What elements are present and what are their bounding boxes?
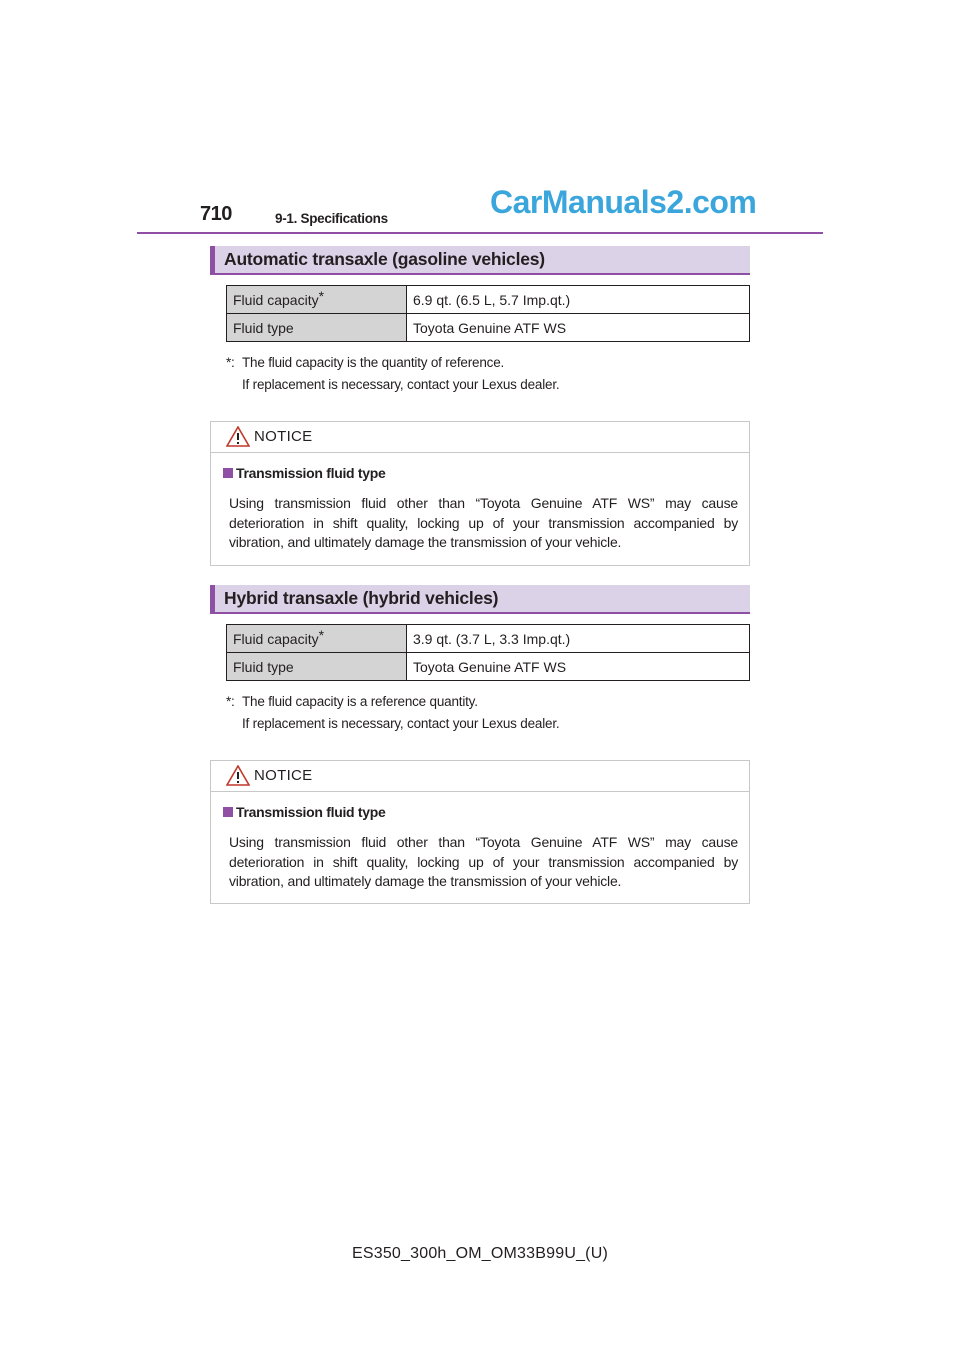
notice-header <box>211 422 749 453</box>
square-bullet-icon <box>223 468 233 478</box>
chapter-title: 9-1. Specifications <box>275 211 388 226</box>
notice-text: Using transmission fluid other than “Toyota Genuine ATF WS” may cause deterioration in shift quality, locking up of your transmission accompanied by vibration, and ultimately damage the transmission of your vehicle. <box>229 834 738 889</box>
notice-box-hybrid <box>210 760 750 904</box>
spec-table-gasoline <box>226 285 750 342</box>
section-heading-text: Automatic transaxle (gasoline vehicles) <box>224 249 545 269</box>
asterisk-mark: * <box>318 626 325 643</box>
footnote-hybrid <box>226 691 766 735</box>
footnote-marker: *: <box>226 355 235 370</box>
square-bullet-icon <box>223 807 233 817</box>
notice-text: Using transmission fluid other than “Toyota Genuine ATF WS” may cause deterioration in shift quality, locking up of your transmission accompanied by vibration, and ultimately damage the transmission of your vehicle. <box>229 495 738 550</box>
asterisk-mark: * <box>318 287 325 304</box>
header-rule <box>137 232 823 234</box>
notice-title: NOTICE <box>254 428 313 445</box>
notice-box-gasoline <box>210 421 750 566</box>
section-heading-text: Hybrid transaxle (hybrid vehicles) <box>224 588 499 608</box>
section-heading-gasoline <box>210 246 750 275</box>
table-row <box>227 286 750 314</box>
spec-label: Fluid type <box>227 653 407 681</box>
footnote-line: If replacement is necessary, contact your Lexus dealer. <box>242 377 560 392</box>
notice-title: NOTICE <box>254 767 313 784</box>
notice-subtitle: Transmission fluid type <box>223 465 738 481</box>
footnote-line: If replacement is necessary, contact your Lexus dealer. <box>242 716 560 731</box>
manual-code: ES350_300h_OM_OM33B99U_(U) <box>351 1245 608 1262</box>
spec-value: 6.9 qt. (6.5 L, 5.7 Imp.qt.) <box>407 286 750 314</box>
spec-label: Fluid type <box>227 314 407 342</box>
table-row <box>227 625 750 653</box>
spec-label: Fluid capacity* <box>227 286 407 314</box>
warning-icon <box>226 765 250 786</box>
table-row <box>227 314 750 342</box>
table-row <box>227 653 750 681</box>
spec-table-hybrid <box>226 624 750 681</box>
spec-label: Fluid capacity* <box>227 625 407 653</box>
footnote-line: The fluid capacity is the quantity of reference. <box>242 355 505 370</box>
notice-header <box>211 761 749 792</box>
section-heading-hybrid <box>210 585 750 614</box>
watermark-logo[interactable]: CarManuals2.com <box>490 184 757 220</box>
footnote-gasoline <box>226 352 766 396</box>
spec-value: Toyota Genuine ATF WS <box>407 653 750 681</box>
page-number: 710 <box>200 203 232 225</box>
footnote-line: The fluid capacity is a reference quantity. <box>242 694 478 709</box>
footnote-marker: *: <box>226 694 235 709</box>
spec-value: Toyota Genuine ATF WS <box>407 314 750 342</box>
warning-icon <box>226 426 250 447</box>
spec-value: 3.9 qt. (3.7 L, 3.3 Imp.qt.) <box>407 625 750 653</box>
notice-subtitle: Transmission fluid type <box>223 804 738 820</box>
